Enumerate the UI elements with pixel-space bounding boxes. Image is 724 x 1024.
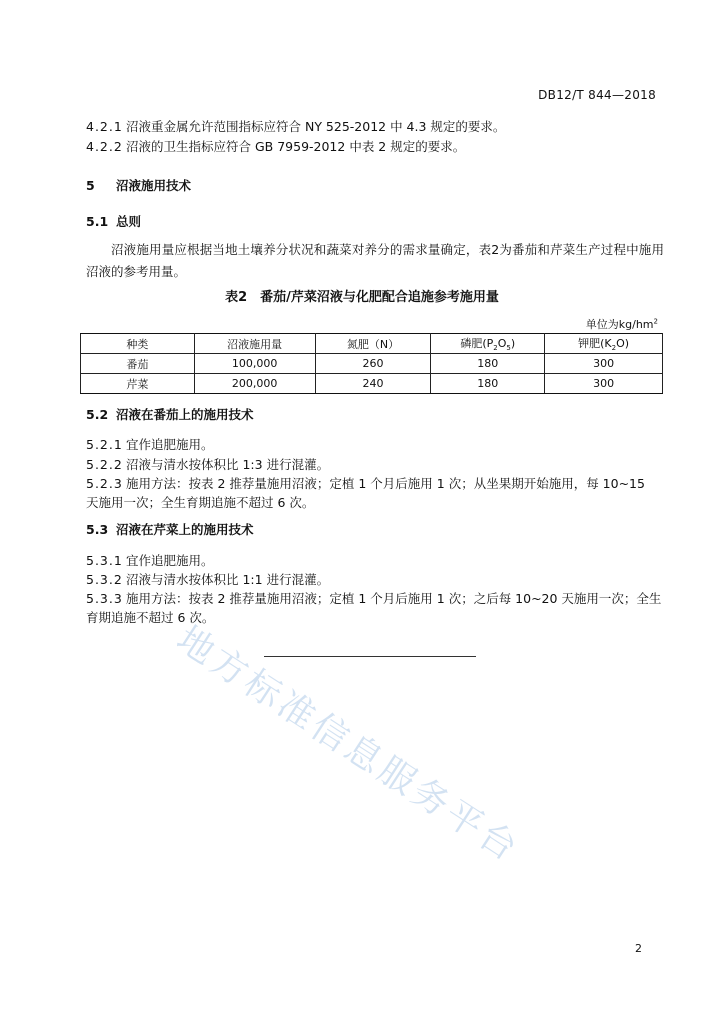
clause-number: 4.2.1	[86, 119, 123, 134]
clause-4-2-1	[86, 119, 662, 135]
header-potash: 钾肥$(K_2O)$	[545, 334, 663, 354]
clause-number: 4.2.2	[86, 139, 123, 154]
table-caption: 表2 番茄/芹菜沼液与化肥配合追施参考施用量	[225, 290, 499, 305]
section-5-3-heading	[86, 522, 662, 538]
cell-phosphate: 180	[431, 374, 545, 394]
clause-5-2-3	[86, 476, 662, 492]
clause-text: 施用方法：按表 2 推荐量施用沼液；定植 1 个月后施用 1 次；之后每 10~20 天施用一次；全生	[126, 591, 662, 606]
clause-5-3-3-continuation: 育期追施不超过 6 次。	[86, 610, 215, 625]
document-code: DB12/T 844—2018	[538, 88, 656, 102]
clause-5-3-3	[86, 591, 662, 607]
header-crop: 种类	[81, 334, 195, 354]
clause-5-2-1	[86, 437, 662, 453]
section-number: 5.2	[86, 407, 109, 422]
cell-potash: 300	[545, 354, 663, 374]
application-rate-table	[80, 333, 663, 394]
section-5-1-heading	[86, 214, 662, 230]
clause-number: 5.2.2	[86, 457, 123, 472]
clause-text: 沼液与清水按体积比 1:3 进行混灌。	[126, 457, 330, 472]
header-nitrogen: 氮肥（N）	[315, 334, 431, 354]
clause-number: 5.2.3	[86, 476, 123, 491]
table-row	[81, 354, 663, 374]
clause-5-2-2	[86, 457, 662, 473]
cell-potash: 300	[545, 374, 663, 394]
section-number: 5	[86, 178, 95, 193]
section-title: 沼液在番茄上的施用技术	[116, 407, 254, 422]
clause-5-3-2	[86, 572, 662, 588]
cell-crop: 番茄	[81, 354, 195, 374]
clause-text: 施用方法：按表 2 推荐量施用沼液；定植 1 个月后施用 1 次；从坐果期开始施用，每 10~15	[126, 476, 645, 491]
cell-slurry: 200,000	[194, 374, 315, 394]
clause-5-2-3-continuation: 天施用一次；全生育期追施不超过 6 次。	[86, 495, 315, 510]
general-paragraph: 沼液施用量应根据当地土壤养分状况和蔬菜对养分的需求量确定，表2为番茄和芹菜生产过程中施用沼液的参考用量。	[86, 242, 664, 279]
clause-text: 沼液重金属允许范围指标应符合 NY 525-2012 中 4.3 规定的要求。	[126, 119, 506, 134]
clause-text: 沼液与清水按体积比 1:1 进行混灌。	[126, 572, 330, 587]
cell-nitrogen: 260	[315, 354, 431, 374]
cell-crop: 芹菜	[81, 374, 195, 394]
watermark: 地方标准信息服务平台	[169, 618, 528, 871]
clause-text: 宜作追肥施用。	[126, 553, 214, 568]
clause-5-3-1	[86, 553, 662, 569]
section-5-heading	[86, 178, 662, 194]
end-rule	[264, 656, 476, 657]
clause-text: 宜作追肥施用。	[126, 437, 214, 452]
table-header-row	[81, 334, 663, 354]
cell-slurry: 100,000	[194, 354, 315, 374]
clause-number: 5.3.2	[86, 572, 123, 587]
header-phosphate: 磷肥$(P_2O_5)$	[431, 334, 545, 354]
clause-number: 5.3.3	[86, 591, 123, 606]
clause-number: 5.2.1	[86, 437, 123, 452]
clause-text: 沼液的卫生指标应符合 GB 7959-2012 中表 2 规定的要求。	[126, 139, 466, 154]
clause-number: 5.3.1	[86, 553, 123, 568]
cell-phosphate: 180	[431, 354, 545, 374]
page-number: 2	[635, 942, 642, 955]
table-row	[81, 374, 663, 394]
header-slurry-rate: 沼液施用量	[194, 334, 315, 354]
clause-4-2-2	[86, 139, 662, 155]
table-unit: 单位为$kg/hm^2$	[585, 317, 658, 331]
section-number: 5.3	[86, 522, 109, 537]
section-title: 总则	[116, 214, 142, 229]
cell-nitrogen: 240	[315, 374, 431, 394]
section-5-2-heading	[86, 407, 662, 423]
section-title: 沼液在芹菜上的施用技术	[116, 522, 254, 537]
section-number: 5.1	[86, 214, 109, 229]
section-title: 沼液施用技术	[116, 178, 192, 193]
